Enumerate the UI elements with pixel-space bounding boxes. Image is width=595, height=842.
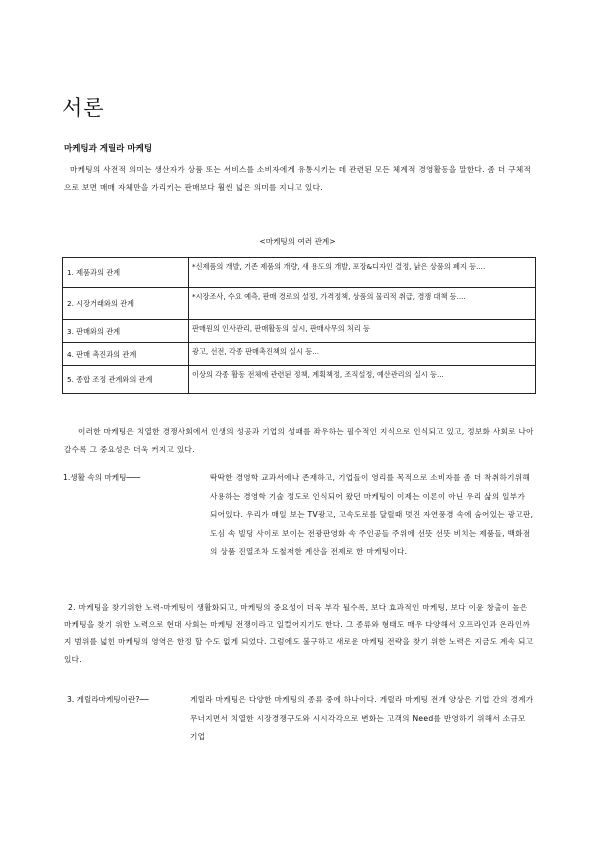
table-caption: <마케팅의 여러 관계> xyxy=(259,237,336,246)
section-3 xyxy=(63,691,535,747)
section-2-paragraph: 2. 마케팅을 찾기위한 노력-마케팅이 생활화되고, 마케팅의 중요성이 더욱 부각 될수록, 보다 효과적인 마케팅, 보다 이윤 창출이 높은 마케팅을 찾기 위한 노력으로 현대 사회는 마케팅 전쟁이라고 일컬어지기도 한다. 그 종류와 형태도 매우 다양해서 오프라인과 온라인까지 범위를 넓힌 마케팅의 영역은 한정 할 수도 없게 되었다. 그럼에도 불구하고 새로운 마케팅 전략을 찾기 위한 노력은 지금도 계속 되고 있다. xyxy=(64,603,534,664)
table-cell-key: 5. 종합 조정 관계와의 관계 xyxy=(63,366,189,394)
section-1-body: 딱딱한 경영학 교과서에나 존재하고, 기업들이 영리를 목적으로 소비자를 좀 더 착취하기위해 사용하는 경영학 기술 정도로 인식되어 왔던 마케팅이 이제는 이론이 아닌 우리 삶의 일부가 되어있다. 우리가 매일 보는 TV광고, 고속도로를 달릴때 멋진 자연풍경 속에 숨어있는 광고판, 도심 속 빌딩 사이로 보이는 전광판영화 속 주인공들 주위에 선뜻 선뜻 비치는 제품들, 백화점의 상품 진열조차 도철저한 계산을 전제로 한 마케팅이다. xyxy=(210,473,534,556)
table-cell-value: 판매원의 인사관리, 판매활동의 실시, 판매사무의 처리 등 xyxy=(189,320,536,343)
table-cell-key: 2. 시장거래와의 관계 xyxy=(63,288,189,320)
page-title: 서론 xyxy=(62,96,105,120)
section-3-lead: 3. 게릴라마케팅이란?── xyxy=(67,695,149,704)
section-heading: 마케팅과 게릴라 마케팅 xyxy=(64,144,153,154)
table-cell-value: 이상의 각종 활동 전체에 관련된 정책, 계획책정, 조직설정, 예산관리의 실시 등... xyxy=(189,366,536,394)
table-row xyxy=(63,288,536,320)
table-row xyxy=(63,320,536,343)
section-1 xyxy=(63,469,535,562)
table-cell-value: *시장조사, 수요 예측, 판매 경로의 설정, 가격정책, 상품의 물리적 취급, 경쟁 대책 등.... xyxy=(189,288,536,320)
intro-paragraph: 마케팅의 사전적 의미는 생산자가 상품 또는 서비스를 소비자에게 유통시키는 데 관련된 모든 체계적 경영활동을 말한다. 좀 더 구체적으로 보면 매매 자체만을 가리키는 판매보다 훨씬 넓은 의미를 지니고 있다. xyxy=(64,165,532,192)
marketing-relations-table xyxy=(62,257,536,394)
body-paragraph: 이러한 마케팅은 치열한 경쟁사회에서 인생의 성공과 기업의 성패를 좌우하는 필수적인 지식으로 인식되고 있고, 정보화 사회로 나아 갈수록 그 중요성은 더욱 커지고 있다. xyxy=(64,427,534,454)
table-cell-key: 1. 제품과의 관계 xyxy=(63,258,189,288)
table-row xyxy=(63,366,536,394)
table-cell-value: *신제품의 개발, 기존 제품의 개량, 새 용도의 개발, 포장&디자인 결정, 낡은 상품의 폐지 등.... xyxy=(189,258,536,288)
section-3-body: 게릴라 마케팅은 다양한 마케팅의 종류 중에 하나이다. 게릴라 마케팅 전개 양상은 기업 간의 경계가 무너지면서 치열한 시장경쟁구도와 시시각각으로 변화는 고객의 Need를 반영하기 위해서 소규모 기업 xyxy=(190,695,534,741)
section-1-lead: 1.생활 속의 마케팅─── xyxy=(63,473,141,482)
table-row xyxy=(63,258,536,288)
table-cell-key: 4. 판매 촉진과의 관계 xyxy=(63,343,189,366)
table-cell-value: 광고, 선전, 각종 판매촉진책의 실시 등... xyxy=(189,343,536,366)
table-cell-key: 3. 판매와의 관계 xyxy=(63,320,189,343)
table-row xyxy=(63,343,536,366)
